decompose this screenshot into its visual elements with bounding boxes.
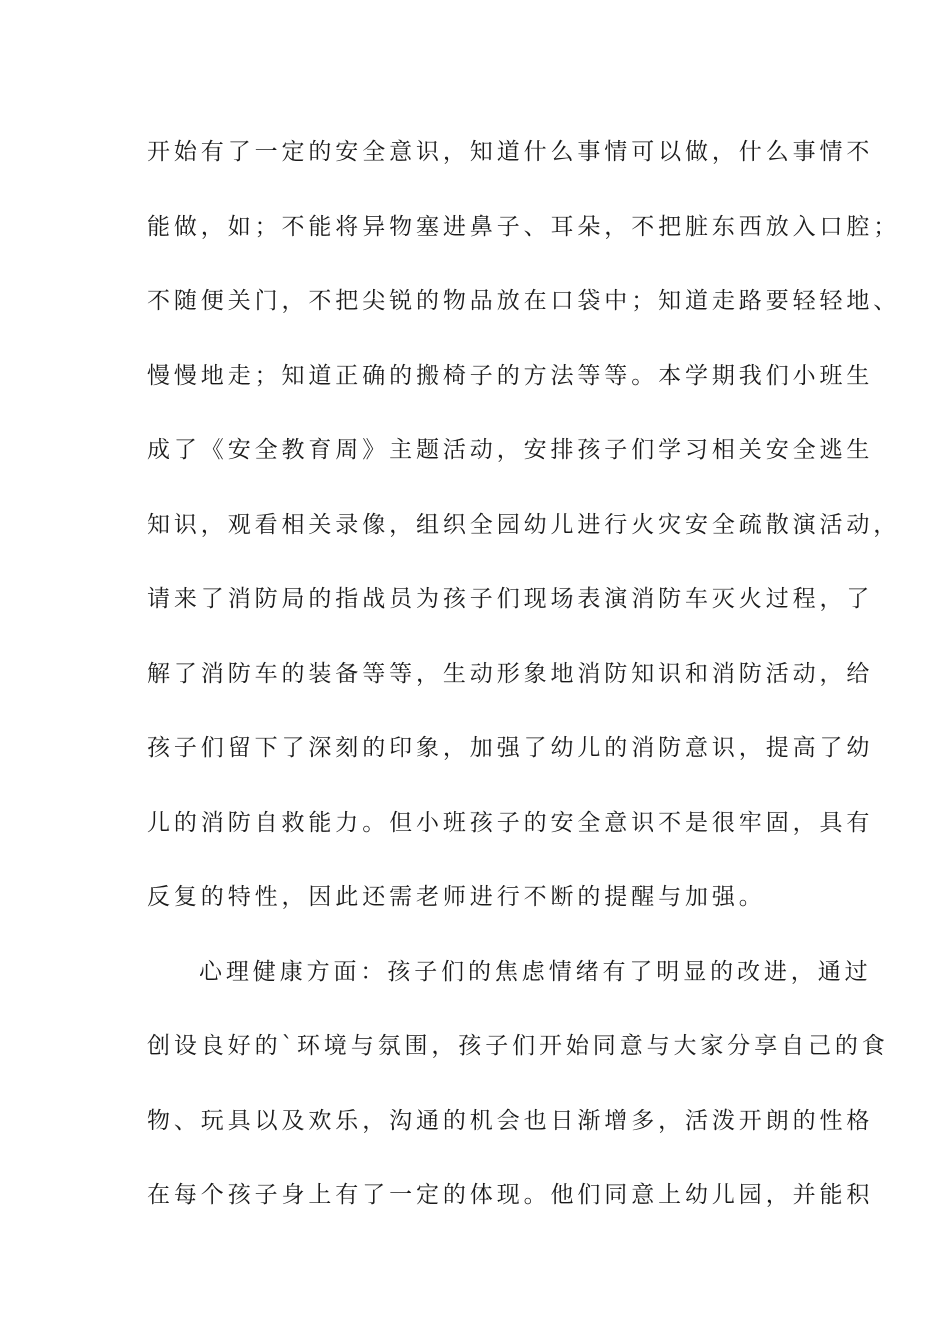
paragraph-mental-health [147, 950, 889, 1248]
text-line: 请来了消防局的指战员为孩子们现场表演消防车灭火过程，了 [147, 586, 874, 612]
text-line: 成了《安全教育周》主题活动，安排孩子们学习相关安全逃生 [147, 437, 874, 463]
text-line: 慢慢地走；知道正确的搬椅子的方法等等。本学期我们小班生 [147, 362, 874, 389]
text-line: 创设良好的`环境与氛围，孩子们开始同意与大家分享自己的食 [147, 1033, 889, 1059]
text-line: 开始有了一定的安全意识，知道什么事情可以做，什么事情不 [147, 139, 874, 165]
text-line: 心理健康方面：孩子们的焦虑情绪有了明显的改进，通过 [199, 958, 872, 985]
paragraph-safety [147, 130, 901, 950]
text-line: 反复的特性，因此还需老师进行不断的提醒与加强。 [147, 884, 766, 910]
text-line: 在每个孩子身上有了一定的体现。他们同意上幼儿园，并能积 [147, 1182, 874, 1208]
text-line: 孩子们留下了深刻的印象，加强了幼儿的消防意识，提高了幼 [147, 735, 874, 761]
text-line: 儿的消防自救能力。但小班孩子的安全意识不是很牢固，具有 [147, 809, 874, 836]
document-body [147, 130, 901, 1248]
text-line: 不随便关门，不把尖锐的物品放在口袋中；知道走路要轻轻地、 [147, 288, 901, 314]
text-line: 能做，如；不能将异物塞进鼻子、耳朵，不把脏东西放入口腔； [147, 213, 901, 240]
text-line: 解了消防车的装备等等，生动形象地消防知识和消防活动，给 [147, 660, 874, 687]
text-line: 知识，观看相关录像，组织全园幼儿进行火灾安全疏散演活动， [147, 511, 901, 538]
text-line: 物、玩具以及欢乐，沟通的机会也日渐增多，活泼开朗的性格 [147, 1107, 874, 1134]
